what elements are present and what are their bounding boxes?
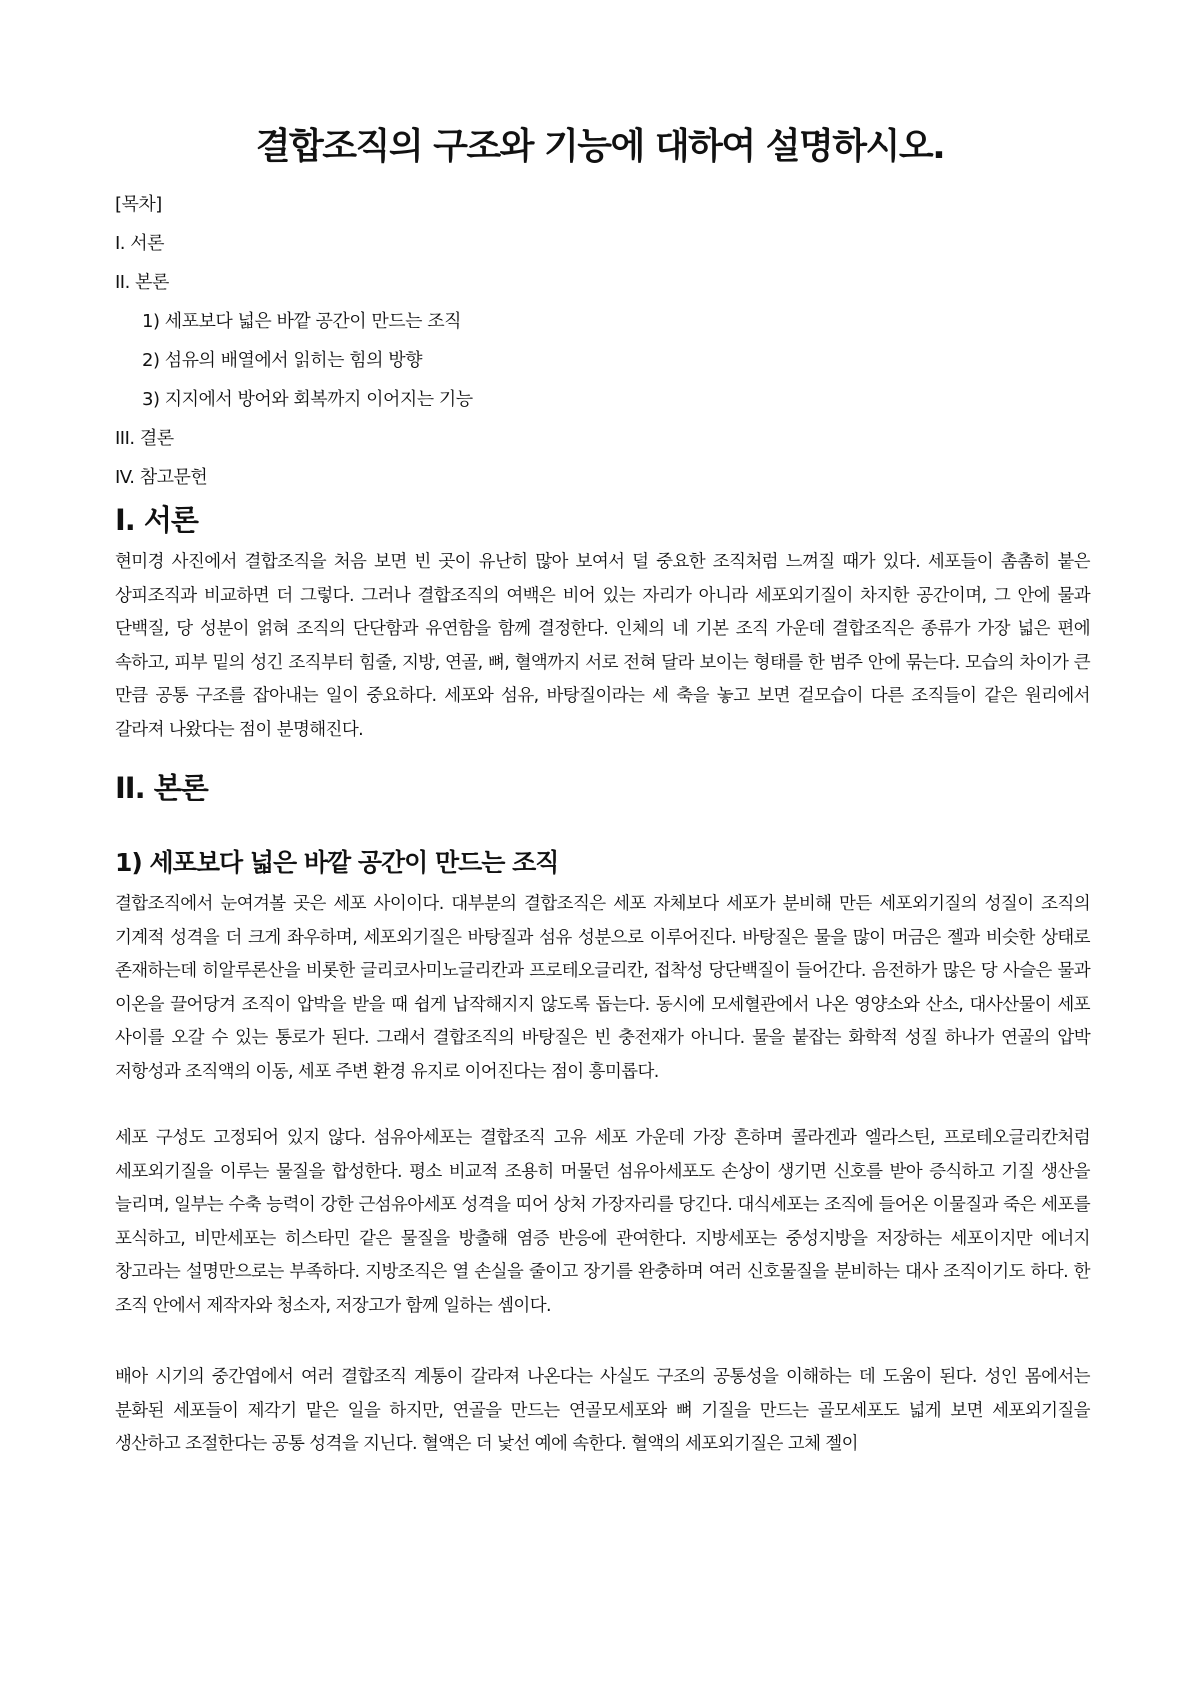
body-paragraph-2: 세포 구성도 고정되어 있지 않다. 섬유아세포는 결합조직 고유 세포 가운데 가장 흔하며 콜라겐과 엘라스틴, 프로테오글리칸처럼 세포외기질을 이루는 물질을 합성한다. 평소 비교적 조용히 머물던 섬유아세포도 손상이 생기면 신호를 받아 증식하고 기질 생산을 늘리며, 일부는 수축 능력이 강한 근섬유아세포 성격을 띠어 상처 가장자리를 당긴다. 대식세포는 조직에 들어온 이물질과 죽은 세포를 포식하고, 비만세포는 히스타민 같은 물질을 방출해 염증 반응에 관여한다. 지방세포는 중성지방을 저장하는 세포이지만 에너지 창고라는 설명만으로는 부족하다. 지방조직은 열 손실을 줄이고 장기를 완충하며 여러 신호물질을 분비하는 대사 조직이기도 하다. 한 조직 안에서 제작자와 청소자, 저장고가 함께 일하는 셈이다. bbox=[115, 1128, 1090, 1316]
toc-heading: [목차] bbox=[115, 194, 162, 215]
toc-item-conclusion: III. 결론 bbox=[115, 428, 174, 449]
toc-item-body: II. 본론 bbox=[115, 272, 169, 293]
document-title: 결합조직의 구조와 기능에 대하여 설명하시오. bbox=[255, 126, 945, 167]
introduction-paragraph: 현미경 사진에서 결합조직을 처음 보면 빈 곳이 유난히 많아 보여서 덜 중요한 조직처럼 느껴질 때가 있다. 세포들이 촘촘히 붙은 상피조직과 비교하면 더 그렇다. 그러나 결합조직의 여백은 비어 있는 자리가 아니라 세포외기질이 차지한 공간이며, 그 안에 물과 단백질, 당 성분이 얽혀 조직의 단단함과 유연함을 함께 결정한다. 인체의 네 기본 조직 가운데 결합조직은 종류가 가장 넓은 편에 속하고, 피부 밑의 성긴 조직부터 힘줄, 지방, 연골, 뼈, 혈액까지 서로 전혀 달라 보이는 형태를 한 범주 안에 묶는다. 모습의 차이가 큰 만큼 공통 구조를 잡아내는 일이 중요하다. 세포와 섬유, 바탕질이라는 세 축을 놓고 보면 겉모습이 다른 조직들이 같은 원리에서 갈라져 나왔다는 점이 분명해진다. bbox=[115, 552, 1090, 740]
subsection-heading-1: 1) 세포보다 넓은 바깥 공간이 만드는 조직 bbox=[115, 848, 559, 877]
toc-item-references: IV. 참고문헌 bbox=[115, 467, 208, 488]
section-heading-introduction: I. 서론 bbox=[115, 503, 198, 537]
body-paragraph-3: 배아 시기의 중간엽에서 여러 결합조직 계통이 갈라져 나온다는 사실도 구조의 공통성을 이해하는 데 도움이 된다. 성인 몸에서는 분화된 세포들이 제각기 맡은 일을 하지만, 연골을 만드는 연골모세포와 뼈 기질을 만드는 골모세포도 넓게 보면 세포외기질을 생산하고 조절한다는 공통 성격을 지닌다. 혈액은 더 낯선 예에 속한다. 혈액의 세포외기질은 고체 젤이 bbox=[115, 1367, 1090, 1454]
body-paragraph-1: 결합조직에서 눈여겨볼 곳은 세포 사이이다. 대부분의 결합조직은 세포 자체보다 세포가 분비해 만든 세포외기질의 성질이 조직의 기계적 성격을 더 크게 좌우하며, 세포외기질은 바탕질과 섬유 성분으로 이루어진다. 바탕질은 물을 많이 머금은 젤과 비슷한 상태로 존재하는데 히알루론산을 비롯한 글리코사미노글리칸과 프로테오글리칸, 접착성 당단백질이 들어간다. 음전하가 많은 당 사슬은 물과 이온을 끌어당겨 조직이 압박을 받을 때 쉽게 납작해지지 않도록 돕는다. 동시에 모세혈관에서 나온 영양소와 산소, 대사산물이 세포 사이를 오갈 수 있는 통로가 된다. 그래서 결합조직의 바탕질은 빈 충전재가 아니다. 물을 붙잡는 화학적 성질 하나가 연골의 압박 저항성과 조직액의 이동, 세포 주변 환경 유지로 이어진다는 점이 흥미롭다. bbox=[115, 894, 1090, 1082]
section-heading-body: II. 본론 bbox=[115, 771, 208, 805]
toc-item-body-1: 1) 세포보다 넓은 바깥 공간이 만드는 조직 bbox=[142, 311, 462, 332]
toc-item-body-3: 3) 지지에서 방어와 회복까지 이어지는 기능 bbox=[142, 389, 473, 410]
toc-item-body-2: 2) 섬유의 배열에서 읽히는 힘의 방향 bbox=[142, 350, 423, 371]
toc-item-introduction: I. 서론 bbox=[115, 233, 165, 254]
table-of-contents bbox=[115, 192, 473, 504]
